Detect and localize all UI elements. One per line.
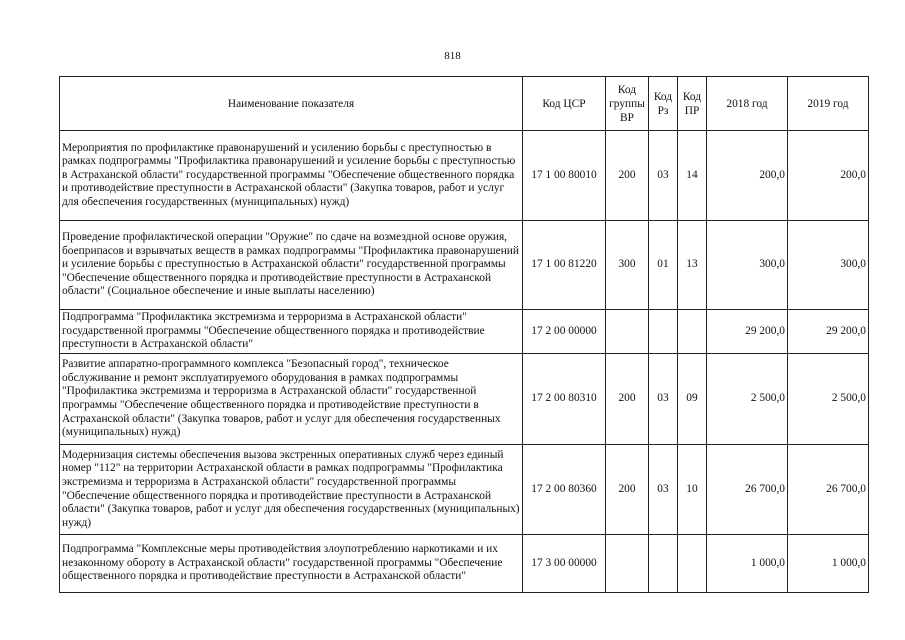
row-rz-cell	[649, 535, 678, 593]
row-name-cell: Подпрограмма "Профилактика экстремизма и терроризма в Астраханской области" государственной программы "Обеспечение общественного порядка и противодействие преступности в Астраханской области"	[60, 310, 523, 354]
row-name-cell: Подпрограмма "Комплексные меры противодействия злоупотреблению наркотиками и их незаконному обороту в Астраханской области" государственной программы "Обеспечение общественного порядка и противодействие преступности в Астраханской области"	[60, 535, 523, 593]
row-vr-cell: 200	[606, 445, 649, 535]
row-vr-cell: 200	[606, 131, 649, 221]
row-2019-cell: 2 500,0	[788, 354, 869, 445]
row-pr-cell	[678, 535, 707, 593]
row-2019-cell: 26 700,0	[788, 445, 869, 535]
row-csr-cell: 17 2 00 00000	[523, 310, 606, 354]
row-vr-cell	[606, 535, 649, 593]
row-vr-cell: 300	[606, 221, 649, 310]
row-2018-cell: 300,0	[707, 221, 788, 310]
row-name-cell: Мероприятия по профилактике правонарушений и усилению борьбы с преступностью в рамках подпрограммы "Профилактика правонарушений и усиление борьбы с преступностью в Астраханской области" государственной программы "Обеспечение общественного порядка и противодействие преступности в Астраханской области" (Закупка товаров, работ и услуг для обеспечения государственных (муниципальных) нужд)	[60, 131, 523, 221]
row-rz-cell: 03	[649, 445, 678, 535]
row-name-cell: Развитие аппаратно-программного комплекса "Безопасный город", техническое обслуживание и ремонт эксплуатируемого оборудования в рамках подпрограммы "Профилактика экстремизма и терроризма в Астраханской области" государственной программы "Обеспечение общественного порядка и противодействие преступности в Астраханской области" (Закупка товаров, работ и услуг для обеспечения государственных (муниципальных) нужд)	[60, 354, 523, 445]
column-header-vr: Код группы ВР	[606, 77, 649, 131]
row-csr-cell: 17 1 00 80010	[523, 131, 606, 221]
table-row	[60, 445, 869, 535]
page-number: 818	[444, 50, 461, 62]
row-2019-cell: 29 200,0	[788, 310, 869, 354]
row-csr-cell: 17 3 00 00000	[523, 535, 606, 593]
row-2018-cell: 26 700,0	[707, 445, 788, 535]
row-2018-cell: 2 500,0	[707, 354, 788, 445]
row-rz-cell: 03	[649, 354, 678, 445]
row-2019-cell: 200,0	[788, 131, 869, 221]
row-pr-cell	[678, 310, 707, 354]
row-csr-cell: 17 2 00 80360	[523, 445, 606, 535]
row-rz-cell: 03	[649, 131, 678, 221]
row-2019-cell: 300,0	[788, 221, 869, 310]
row-pr-cell: 13	[678, 221, 707, 310]
row-pr-cell: 14	[678, 131, 707, 221]
row-csr-cell: 17 2 00 80310	[523, 354, 606, 445]
column-header-2019: 2019 год	[788, 77, 869, 131]
table-row	[60, 535, 869, 593]
row-vr-cell: 200	[606, 354, 649, 445]
row-2018-cell: 29 200,0	[707, 310, 788, 354]
row-pr-cell: 10	[678, 445, 707, 535]
row-vr-cell	[606, 310, 649, 354]
table-row	[60, 354, 869, 445]
column-header-rz: Код Рз	[649, 77, 678, 131]
column-header-pr: Код ПР	[678, 77, 707, 131]
row-2018-cell: 1 000,0	[707, 535, 788, 593]
column-header-2018: 2018 год	[707, 77, 788, 131]
table-row	[60, 310, 869, 354]
row-name-cell: Модернизация системы обеспечения вызова экстренных оперативных служб через единый номер "112" на территории Астраханской области в рамках подпрограммы "Профилактика экстремизма и терроризма в Астраханской области" государственной программы "Обеспечение общественного порядка и противодействие преступности в Астраханской области" (Закупка товаров, работ и услуг для обеспечения государственных (муниципальных) нужд)	[60, 445, 523, 535]
row-2018-cell: 200,0	[707, 131, 788, 221]
row-rz-cell: 01	[649, 221, 678, 310]
row-pr-cell: 09	[678, 354, 707, 445]
table-row	[60, 221, 869, 310]
table-header-row	[60, 77, 869, 131]
row-csr-cell: 17 1 00 81220	[523, 221, 606, 310]
table-row	[60, 131, 869, 221]
row-2019-cell: 1 000,0	[788, 535, 869, 593]
row-rz-cell	[649, 310, 678, 354]
budget-table	[59, 76, 869, 593]
column-header-name: Наименование показателя	[60, 77, 523, 131]
row-name-cell: Проведение профилактической операции "Оружие" по сдаче на возмездной основе оружия, боеприпасов и взрывчатых веществ в рамках подпрограммы "Профилактика правонарушений и усиление борьбы с преступностью в Астраханской области" государственной программы "Обеспечение общественного порядка и противодействие преступности в Астраханской области" (Социальное обеспечение и иные выплаты населению)	[60, 221, 523, 310]
column-header-csr: Код ЦСР	[523, 77, 606, 131]
